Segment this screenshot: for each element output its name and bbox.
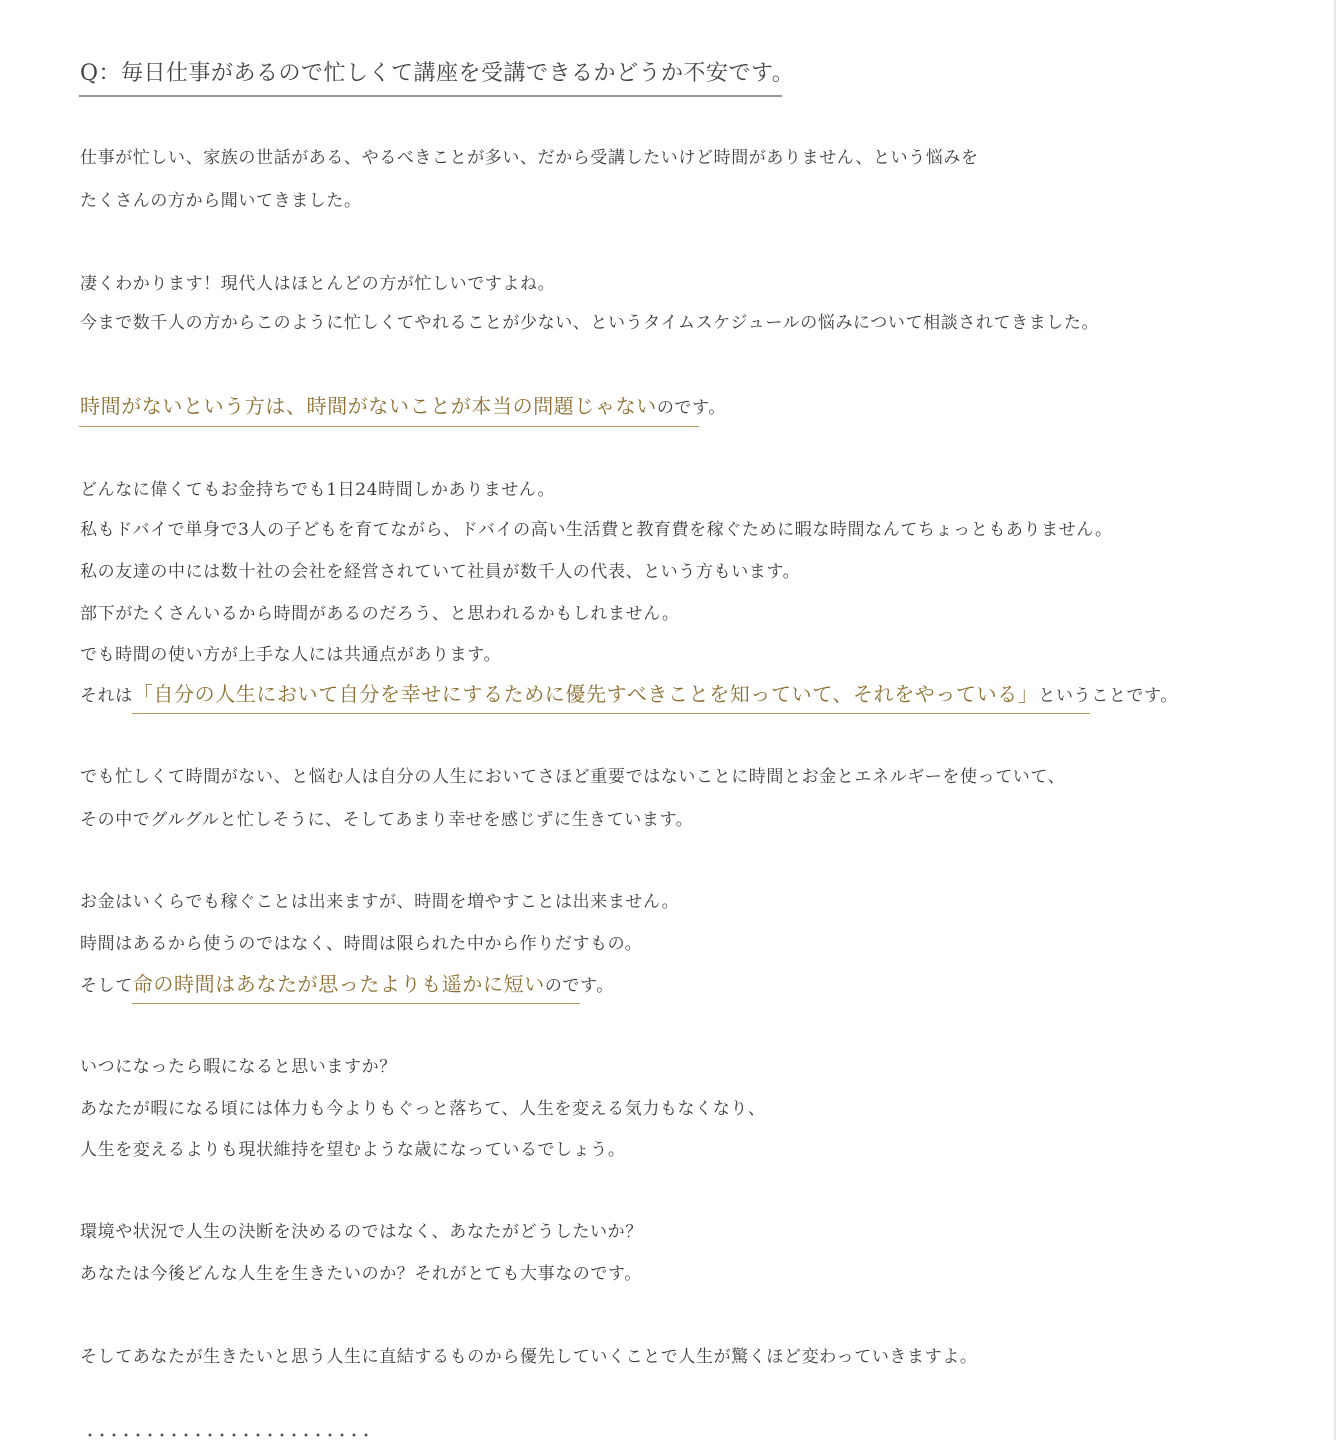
paragraph-line: いつになったら暇になると思いますか？ [80, 1057, 397, 1077]
paragraph-line: 仕事が忙しい、家族の世話がある、やるべきことが多い、だから受講したいけど時間がありません、という悩みを [80, 148, 979, 168]
paragraph-line: どんなに偉くてもお金持ちでも1日24時間しかありません。 [80, 480, 556, 500]
quote-underline [132, 713, 1090, 714]
paragraph-line: 私の友達の中には数十社の会社を経営されていて社員が数千人の代表、という方もいます。 [80, 562, 801, 582]
life-underline [132, 1003, 580, 1004]
question-underline [79, 95, 782, 97]
paragraph-line: あなたが暇になる頃には体力も今よりもぐっと落ちて、人生を変える気力もなくなり、 [80, 1099, 766, 1119]
paragraph-line: たくさんの方から聞いてきました。 [80, 191, 362, 211]
paragraph-line: でも時間の使い方が上手な人には共通点があります。 [80, 645, 502, 665]
paragraph-line: 部下がたくさんいるから時間があるのだろう、と思われるかもしれません。 [80, 604, 680, 624]
paragraph-line: でも忙しくて時間がない、と悩む人は自分の人生においてさほど重要ではないことに時間とお金とエネルギーを使っていて、 [80, 767, 1066, 787]
heading-underline [79, 426, 699, 427]
quote-post: ということです。 [1038, 686, 1178, 706]
quote-line [80, 680, 1178, 710]
paragraph-line: 私もドバイで単身で3人の子どもを育てながら、ドバイの高い生活費と教育費を稼ぐために暇な時間なんてちょっともありません。 [80, 520, 1113, 540]
life-highlight: 命の時間はあなたが思ったよりも遥かに短い [132, 972, 545, 996]
heading-highlight: 時間がないという方は、時間がないことが本当の問題じゃない [80, 394, 657, 418]
life-pre: そして [80, 976, 133, 996]
paragraph-line: 環境や状況で人生の決断を決めるのではなく、あなたがどうしたいか？ [80, 1222, 643, 1242]
paragraph-line: 人生を変えるよりも現状維持を望むような歳になっているでしょう。 [80, 1140, 626, 1160]
paragraph-line: 今まで数千人の方からこのように忙しくてやれることが少ない、というタイムスケジュールの悩みについて相談されてきました。 [80, 313, 1100, 333]
paragraph-line: その中でグルグルと忙しそうに、そしてあまり幸せを感じずに生きています。 [80, 810, 694, 830]
faq-question: Q：毎日仕事があるので忙しくて講座を受講できるかどうか不安です。 [80, 61, 795, 86]
paragraph-line: 凄くわかります！現代人はほとんどの方が忙しいですよね。 [80, 274, 556, 294]
quote-pre: それは [80, 686, 133, 706]
dotted-divider [84, 1430, 374, 1440]
life-post: のです。 [544, 976, 614, 996]
quote-highlight: 「自分の人生において自分を幸せにするために優先すべきことを知っていて、それをやっている」 [132, 682, 1039, 706]
paragraph-line: あなたは今後どんな人生を生きたいのか？それがとても大事なのです。 [80, 1264, 642, 1284]
life-line [80, 970, 614, 1000]
paragraph-line: そしてあなたが生きたいと思う人生に直結するものから優先していくことで人生が驚くほど変わっていきますよ。 [80, 1347, 978, 1367]
heading-rest: のです。 [656, 398, 726, 418]
highlight-heading [80, 392, 726, 422]
paragraph-line: 時間はあるから使うのではなく、時間は限られた中から作りだすもの。 [80, 934, 643, 954]
paragraph-line: お金はいくらでも稼ぐことは出来ますが、時間を増やすことは出来ません。 [80, 892, 680, 912]
